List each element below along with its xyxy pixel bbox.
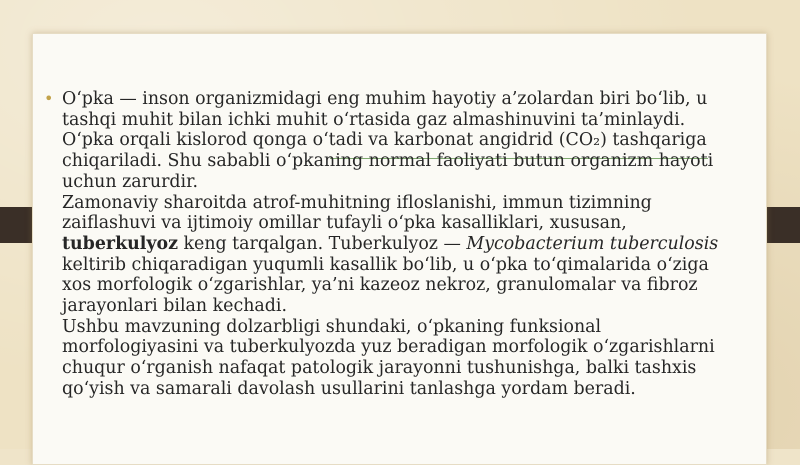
bold-term: tuberkulyoz bbox=[62, 233, 178, 254]
paragraph-2-text-b: keng tarqalgan. Tuberkulyoz — bbox=[183, 233, 461, 254]
paragraph-3: Ushbu mavzuning dolzarbligi shundaki, o‘pkaning funksional morfologiyasini va tuberkulyozda yuz beradigan morfologik o‘zgarishlarni chuqur o‘rganish nafaqat patologik jarayonni tushunishga, balki tashxis qo‘yish va samarali davolash usullarini tanlashga yordam beradi. bbox=[62, 316, 715, 399]
paragraph-1: O‘pka — inson organizmidagi eng muhim hayotiy a’zolardan biri bo‘lib, u tashqi muhit bilan ichki muhit o‘rtasida gaz almashinuvini ta’minlaydi. O‘pka orqali kislorod qonga o‘tadi va karbonat angidrid (CO₂) tashqariga chiqariladi. Shu sababli o‘pkaning normal faoliyati butun organizm hayoti uchun zarurdir. bbox=[62, 89, 714, 192]
paragraph-2-text-c: keltirib chiqaradigan yuqumli kasallik bo‘lib, u o‘pka to‘qimalarida o‘ziga xos morfologik o‘zgarishlar, ya’ni kazeoz nekroz, granulomalar va fibroz jarayonlari bilan kechadi. bbox=[62, 254, 709, 317]
bullet-icon: • bbox=[44, 89, 54, 108]
paragraph-2-text-a: Zamonaviy sharoitda atrof-muhitning ifloslanishi, immun tizimning zaiflashuvi va ijtimoiy omillar tufayli o‘pka kasalliklari, xususan, bbox=[62, 192, 652, 234]
italic-term: Mycobacterium tuberculosis bbox=[466, 233, 719, 254]
paragraph-2 bbox=[62, 193, 742, 317]
slide-content bbox=[44, 89, 742, 400]
